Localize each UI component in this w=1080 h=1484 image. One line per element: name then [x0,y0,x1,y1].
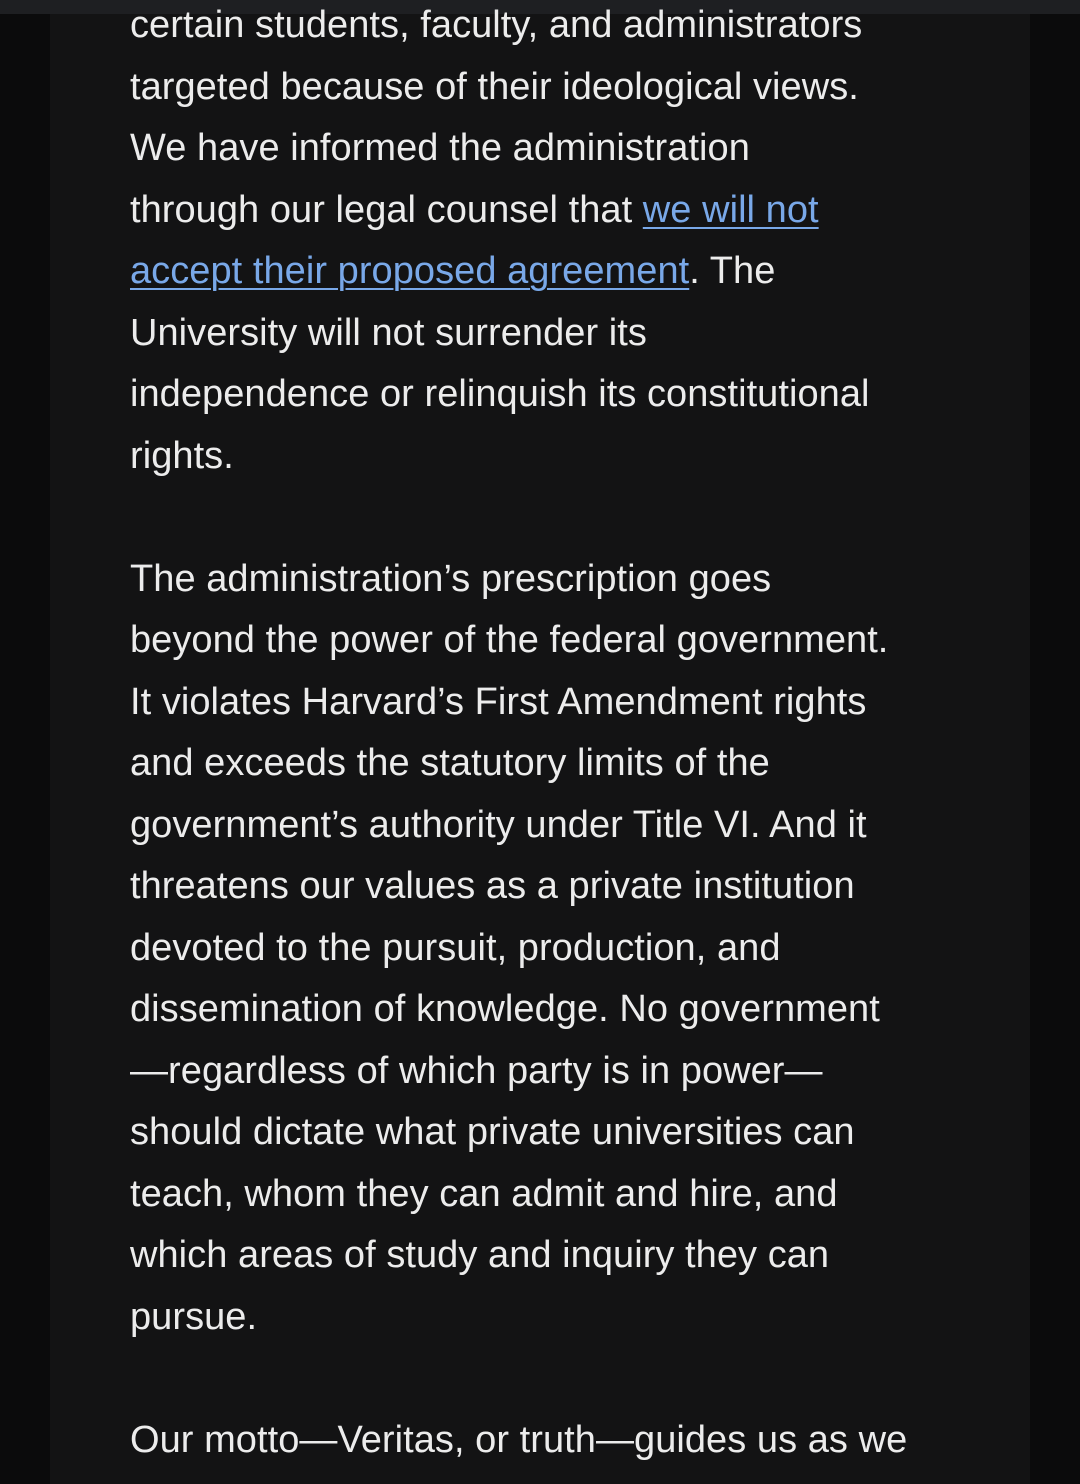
text-line: targeted because of their ideological views. [130,65,859,108]
text-line: certain students, faculty, and administrators [130,4,863,46]
text-line-with-link [130,180,960,242]
text-line: should dictate what private universities can [130,1111,855,1153]
text-line: beyond the power of the federal government. [130,619,889,661]
text-line: —regardless of which party is in power— [130,1049,823,1092]
text-line: The administration’s prescription goes [130,557,772,600]
text-line: We have informed the administration [130,127,750,169]
paragraph-1 [130,0,960,487]
proposed-agreement-link-part-2[interactable]: accept their proposed agreement [130,250,690,292]
text-line: Our motto—Veritas, or truth—guides us as we [130,1418,908,1461]
text-fragment: through our legal counsel that [130,188,643,231]
text-line: and exceeds the statutory limits of the [130,742,770,784]
text-fragment: . The [689,250,776,292]
paragraph-3 [130,1410,960,1472]
text-line: University will not surrender its [130,311,647,354]
text-line: teach, whom they can admit and hire, and [130,1172,838,1215]
text-line: It violates Harvard’s First Amendment rights [130,680,867,723]
text-line: pursue. [130,1295,258,1338]
text-line: which areas of study and inquiry they can [130,1234,830,1276]
proposed-agreement-link-part-1[interactable]: we will not [642,188,819,231]
text-line: rights. [130,434,234,477]
paragraph-2 [130,549,960,1349]
text-line: dissemination of knowledge. No government [130,988,880,1030]
article-body [130,0,960,1471]
text-line: devoted to the pursuit, production, and [130,926,781,969]
text-line: independence or relinquish its constitutional [130,373,870,415]
text-line-with-link [130,241,960,303]
text-line: threatens our values as a private institution [130,865,855,907]
text-line: government’s authority under Title VI. And it [130,803,867,846]
